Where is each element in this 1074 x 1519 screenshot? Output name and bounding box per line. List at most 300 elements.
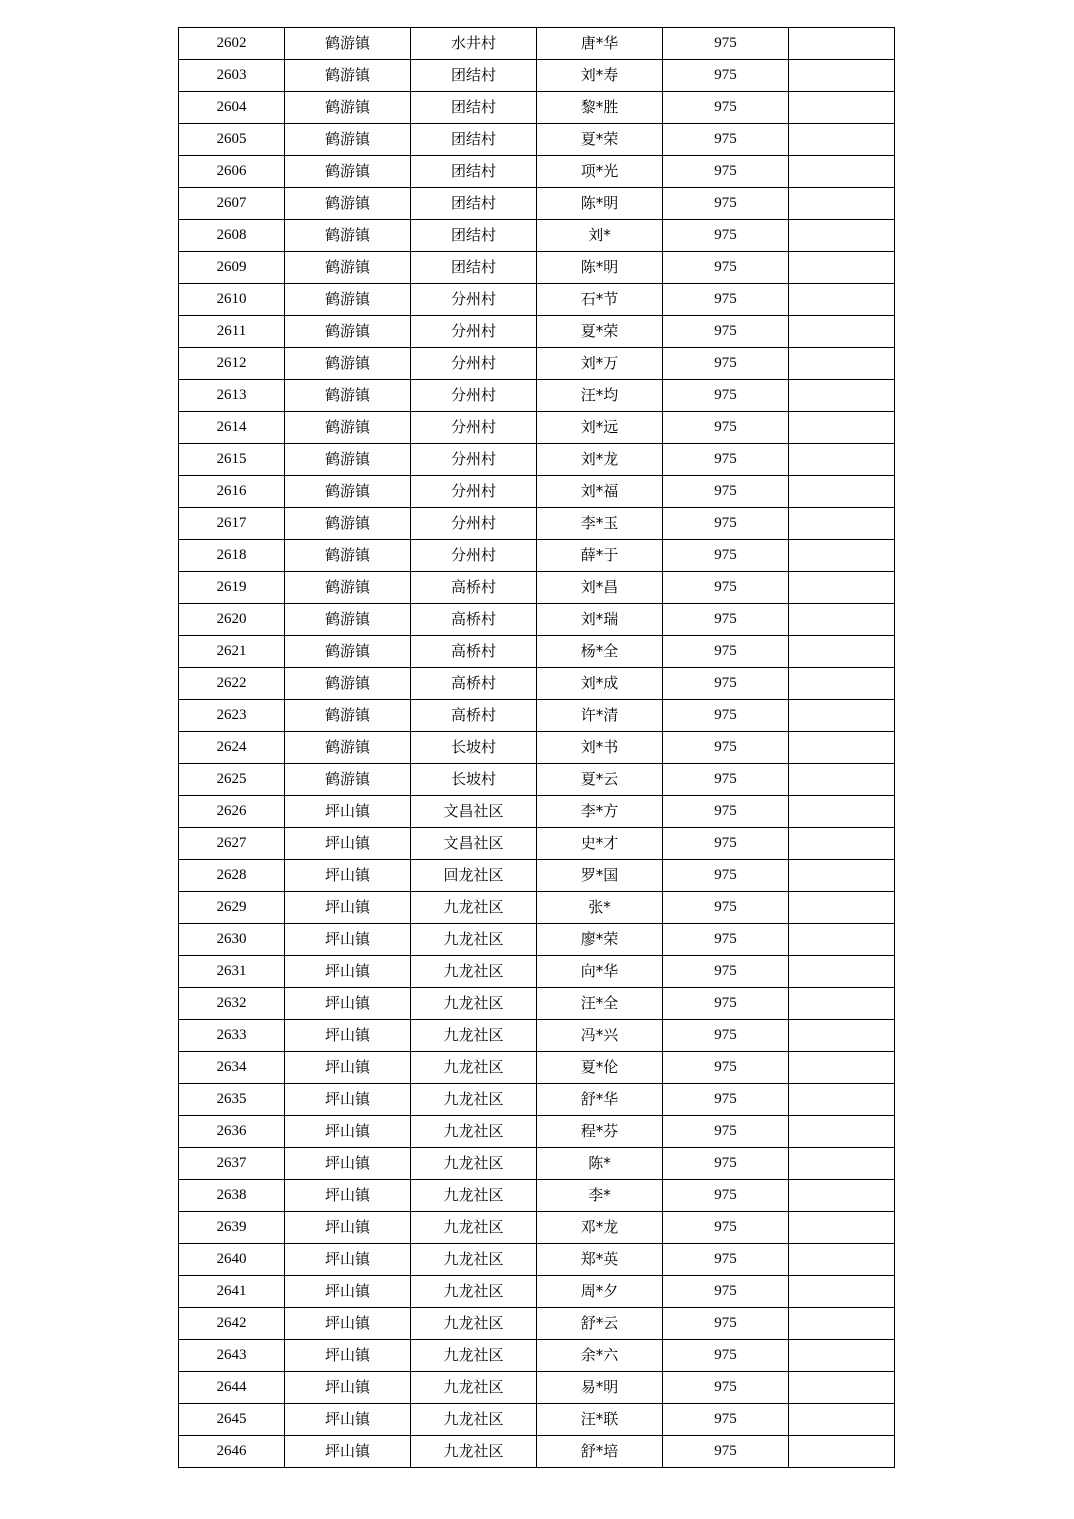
- village-cell: 团结村: [411, 156, 537, 188]
- amount-cell: 975: [663, 412, 789, 444]
- serial-number-cell: 2646: [179, 1436, 285, 1468]
- person-name-cell: 李*: [537, 1180, 663, 1212]
- amount-cell: 975: [663, 1308, 789, 1340]
- remark-cell: [789, 636, 895, 668]
- person-name-cell: 舒*培: [537, 1436, 663, 1468]
- remark-cell: [789, 700, 895, 732]
- village-cell: 九龙社区: [411, 1436, 537, 1468]
- village-cell: 回龙社区: [411, 860, 537, 892]
- person-name-cell: 舒*华: [537, 1084, 663, 1116]
- serial-number-cell: 2603: [179, 60, 285, 92]
- town-cell: 坪山镇: [285, 860, 411, 892]
- remark-cell: [789, 380, 895, 412]
- person-name-cell: 汪*联: [537, 1404, 663, 1436]
- serial-number-cell: 2645: [179, 1404, 285, 1436]
- serial-number-cell: 2608: [179, 220, 285, 252]
- town-cell: 坪山镇: [285, 1404, 411, 1436]
- remark-cell: [789, 1372, 895, 1404]
- table-row: [179, 540, 895, 572]
- village-cell: 九龙社区: [411, 956, 537, 988]
- village-cell: 分州村: [411, 476, 537, 508]
- remark-cell: [789, 348, 895, 380]
- remark-cell: [789, 828, 895, 860]
- town-cell: 鹤游镇: [285, 60, 411, 92]
- table-row: [179, 1052, 895, 1084]
- remark-cell: [789, 508, 895, 540]
- town-cell: 坪山镇: [285, 1084, 411, 1116]
- amount-cell: 975: [663, 1276, 789, 1308]
- village-cell: 高桥村: [411, 700, 537, 732]
- town-cell: 鹤游镇: [285, 156, 411, 188]
- amount-cell: 975: [663, 1148, 789, 1180]
- village-cell: 九龙社区: [411, 1084, 537, 1116]
- table-row: [179, 1276, 895, 1308]
- table-row: [179, 860, 895, 892]
- table-row: [179, 1244, 895, 1276]
- town-cell: 鹤游镇: [285, 604, 411, 636]
- person-name-cell: 李*玉: [537, 508, 663, 540]
- remark-cell: [789, 1276, 895, 1308]
- town-cell: 鹤游镇: [285, 380, 411, 412]
- village-cell: 长坡村: [411, 764, 537, 796]
- serial-number-cell: 2630: [179, 924, 285, 956]
- remark-cell: [789, 92, 895, 124]
- village-cell: 九龙社区: [411, 924, 537, 956]
- table-row: [179, 1340, 895, 1372]
- town-cell: 鹤游镇: [285, 412, 411, 444]
- person-name-cell: 余*六: [537, 1340, 663, 1372]
- village-cell: 文昌社区: [411, 796, 537, 828]
- amount-cell: 975: [663, 956, 789, 988]
- remark-cell: [789, 732, 895, 764]
- village-cell: 九龙社区: [411, 1244, 537, 1276]
- amount-cell: 975: [663, 156, 789, 188]
- town-cell: 鹤游镇: [285, 572, 411, 604]
- person-name-cell: 刘*远: [537, 412, 663, 444]
- remark-cell: [789, 476, 895, 508]
- town-cell: 坪山镇: [285, 1340, 411, 1372]
- table-row: [179, 1372, 895, 1404]
- person-name-cell: 许*清: [537, 700, 663, 732]
- serial-number-cell: 2635: [179, 1084, 285, 1116]
- village-cell: 九龙社区: [411, 1404, 537, 1436]
- amount-cell: 975: [663, 1372, 789, 1404]
- amount-cell: 975: [663, 1244, 789, 1276]
- village-cell: 文昌社区: [411, 828, 537, 860]
- person-name-cell: 刘*福: [537, 476, 663, 508]
- remark-cell: [789, 60, 895, 92]
- table-row: [179, 444, 895, 476]
- serial-number-cell: 2643: [179, 1340, 285, 1372]
- serial-number-cell: 2632: [179, 988, 285, 1020]
- village-cell: 分州村: [411, 508, 537, 540]
- serial-number-cell: 2614: [179, 412, 285, 444]
- person-name-cell: 廖*荣: [537, 924, 663, 956]
- table-row: [179, 1020, 895, 1052]
- remark-cell: [789, 28, 895, 60]
- village-cell: 团结村: [411, 60, 537, 92]
- remark-cell: [789, 1308, 895, 1340]
- table-row: [179, 892, 895, 924]
- town-cell: 坪山镇: [285, 1372, 411, 1404]
- serial-number-cell: 2609: [179, 252, 285, 284]
- village-cell: 九龙社区: [411, 1276, 537, 1308]
- serial-number-cell: 2615: [179, 444, 285, 476]
- person-name-cell: 刘*: [537, 220, 663, 252]
- amount-cell: 975: [663, 732, 789, 764]
- town-cell: 鹤游镇: [285, 668, 411, 700]
- town-cell: 坪山镇: [285, 988, 411, 1020]
- town-cell: 鹤游镇: [285, 124, 411, 156]
- serial-number-cell: 2639: [179, 1212, 285, 1244]
- person-name-cell: 向*华: [537, 956, 663, 988]
- serial-number-cell: 2616: [179, 476, 285, 508]
- table-row: [179, 124, 895, 156]
- town-cell: 鹤游镇: [285, 732, 411, 764]
- town-cell: 鹤游镇: [285, 28, 411, 60]
- person-name-cell: 刘*昌: [537, 572, 663, 604]
- serial-number-cell: 2637: [179, 1148, 285, 1180]
- table-row: [179, 188, 895, 220]
- table-row: [179, 156, 895, 188]
- village-cell: 长坡村: [411, 732, 537, 764]
- table-row: [179, 1116, 895, 1148]
- amount-cell: 975: [663, 60, 789, 92]
- remark-cell: [789, 924, 895, 956]
- serial-number-cell: 2606: [179, 156, 285, 188]
- roster-table-body: [179, 28, 895, 1468]
- table-row: [179, 1404, 895, 1436]
- serial-number-cell: 2625: [179, 764, 285, 796]
- serial-number-cell: 2641: [179, 1276, 285, 1308]
- town-cell: 鹤游镇: [285, 476, 411, 508]
- person-name-cell: 李*方: [537, 796, 663, 828]
- village-cell: 分州村: [411, 412, 537, 444]
- person-name-cell: 刘*瑞: [537, 604, 663, 636]
- person-name-cell: 周*夕: [537, 1276, 663, 1308]
- remark-cell: [789, 860, 895, 892]
- person-name-cell: 郑*英: [537, 1244, 663, 1276]
- village-cell: 高桥村: [411, 636, 537, 668]
- town-cell: 坪山镇: [285, 892, 411, 924]
- amount-cell: 975: [663, 636, 789, 668]
- village-cell: 团结村: [411, 92, 537, 124]
- person-name-cell: 刘*成: [537, 668, 663, 700]
- town-cell: 坪山镇: [285, 956, 411, 988]
- serial-number-cell: 2633: [179, 1020, 285, 1052]
- town-cell: 鹤游镇: [285, 700, 411, 732]
- town-cell: 鹤游镇: [285, 92, 411, 124]
- remark-cell: [789, 220, 895, 252]
- remark-cell: [789, 1180, 895, 1212]
- serial-number-cell: 2602: [179, 28, 285, 60]
- amount-cell: 975: [663, 572, 789, 604]
- amount-cell: 975: [663, 1052, 789, 1084]
- table-row: [179, 924, 895, 956]
- person-name-cell: 刘*万: [537, 348, 663, 380]
- serial-number-cell: 2611: [179, 316, 285, 348]
- amount-cell: 975: [663, 1020, 789, 1052]
- town-cell: 鹤游镇: [285, 316, 411, 348]
- serial-number-cell: 2605: [179, 124, 285, 156]
- table-row: [179, 92, 895, 124]
- village-cell: 团结村: [411, 124, 537, 156]
- village-cell: 水井村: [411, 28, 537, 60]
- remark-cell: [789, 540, 895, 572]
- serial-number-cell: 2631: [179, 956, 285, 988]
- person-name-cell: 张*: [537, 892, 663, 924]
- remark-cell: [789, 412, 895, 444]
- town-cell: 坪山镇: [285, 1276, 411, 1308]
- amount-cell: 975: [663, 700, 789, 732]
- amount-cell: 975: [663, 796, 789, 828]
- amount-cell: 975: [663, 988, 789, 1020]
- village-cell: 九龙社区: [411, 1340, 537, 1372]
- village-cell: 九龙社区: [411, 1052, 537, 1084]
- amount-cell: 975: [663, 28, 789, 60]
- table-row: [179, 956, 895, 988]
- remark-cell: [789, 188, 895, 220]
- village-cell: 九龙社区: [411, 1180, 537, 1212]
- village-cell: 分州村: [411, 284, 537, 316]
- village-cell: 团结村: [411, 188, 537, 220]
- serial-number-cell: 2629: [179, 892, 285, 924]
- amount-cell: 975: [663, 540, 789, 572]
- person-name-cell: 易*明: [537, 1372, 663, 1404]
- serial-number-cell: 2610: [179, 284, 285, 316]
- amount-cell: 975: [663, 1084, 789, 1116]
- village-cell: 高桥村: [411, 604, 537, 636]
- serial-number-cell: 2604: [179, 92, 285, 124]
- amount-cell: 975: [663, 124, 789, 156]
- person-name-cell: 唐*华: [537, 28, 663, 60]
- village-cell: 九龙社区: [411, 1148, 537, 1180]
- table-row: [179, 316, 895, 348]
- town-cell: 坪山镇: [285, 1212, 411, 1244]
- amount-cell: 975: [663, 1404, 789, 1436]
- town-cell: 坪山镇: [285, 1308, 411, 1340]
- person-name-cell: 杨*全: [537, 636, 663, 668]
- amount-cell: 975: [663, 668, 789, 700]
- village-cell: 团结村: [411, 220, 537, 252]
- table-row: [179, 700, 895, 732]
- town-cell: 鹤游镇: [285, 348, 411, 380]
- serial-number-cell: 2620: [179, 604, 285, 636]
- town-cell: 鹤游镇: [285, 508, 411, 540]
- remark-cell: [789, 572, 895, 604]
- village-cell: 九龙社区: [411, 1116, 537, 1148]
- person-name-cell: 罗*国: [537, 860, 663, 892]
- serial-number-cell: 2613: [179, 380, 285, 412]
- person-name-cell: 陈*明: [537, 188, 663, 220]
- town-cell: 坪山镇: [285, 1180, 411, 1212]
- table-row: [179, 604, 895, 636]
- serial-number-cell: 2623: [179, 700, 285, 732]
- town-cell: 坪山镇: [285, 1148, 411, 1180]
- town-cell: 鹤游镇: [285, 444, 411, 476]
- serial-number-cell: 2607: [179, 188, 285, 220]
- table-row: [179, 380, 895, 412]
- village-cell: 九龙社区: [411, 1372, 537, 1404]
- person-name-cell: 史*才: [537, 828, 663, 860]
- town-cell: 鹤游镇: [285, 284, 411, 316]
- serial-number-cell: 2621: [179, 636, 285, 668]
- town-cell: 坪山镇: [285, 1020, 411, 1052]
- person-name-cell: 夏*荣: [537, 124, 663, 156]
- village-cell: 分州村: [411, 316, 537, 348]
- town-cell: 坪山镇: [285, 924, 411, 956]
- person-name-cell: 邓*龙: [537, 1212, 663, 1244]
- person-name-cell: 黎*胜: [537, 92, 663, 124]
- amount-cell: 975: [663, 348, 789, 380]
- remark-cell: [789, 1436, 895, 1468]
- remark-cell: [789, 1404, 895, 1436]
- table-row: [179, 220, 895, 252]
- table-row: [179, 572, 895, 604]
- town-cell: 鹤游镇: [285, 220, 411, 252]
- town-cell: 坪山镇: [285, 1052, 411, 1084]
- table-row: [179, 796, 895, 828]
- remark-cell: [789, 124, 895, 156]
- serial-number-cell: 2628: [179, 860, 285, 892]
- town-cell: 坪山镇: [285, 796, 411, 828]
- person-name-cell: 刘*书: [537, 732, 663, 764]
- table-row: [179, 668, 895, 700]
- table-row: [179, 636, 895, 668]
- town-cell: 坪山镇: [285, 1436, 411, 1468]
- amount-cell: 975: [663, 508, 789, 540]
- amount-cell: 975: [663, 476, 789, 508]
- town-cell: 鹤游镇: [285, 540, 411, 572]
- amount-cell: 975: [663, 1180, 789, 1212]
- remark-cell: [789, 1212, 895, 1244]
- table-row: [179, 412, 895, 444]
- table-row: [179, 252, 895, 284]
- serial-number-cell: 2624: [179, 732, 285, 764]
- village-cell: 高桥村: [411, 668, 537, 700]
- remark-cell: [789, 892, 895, 924]
- table-row: [179, 764, 895, 796]
- amount-cell: 975: [663, 188, 789, 220]
- remark-cell: [789, 1020, 895, 1052]
- remark-cell: [789, 764, 895, 796]
- remark-cell: [789, 1052, 895, 1084]
- amount-cell: 975: [663, 1340, 789, 1372]
- table-row: [179, 60, 895, 92]
- person-name-cell: 舒*云: [537, 1308, 663, 1340]
- serial-number-cell: 2626: [179, 796, 285, 828]
- table-row: [179, 988, 895, 1020]
- table-row: [179, 1436, 895, 1468]
- amount-cell: 975: [663, 92, 789, 124]
- remark-cell: [789, 1084, 895, 1116]
- person-name-cell: 冯*兴: [537, 1020, 663, 1052]
- person-name-cell: 夏*云: [537, 764, 663, 796]
- village-cell: 分州村: [411, 540, 537, 572]
- table-row: [179, 1084, 895, 1116]
- person-name-cell: 薛*于: [537, 540, 663, 572]
- amount-cell: 975: [663, 220, 789, 252]
- town-cell: 坪山镇: [285, 1244, 411, 1276]
- table-row: [179, 1148, 895, 1180]
- remark-cell: [789, 316, 895, 348]
- remark-cell: [789, 1116, 895, 1148]
- table-row: [179, 508, 895, 540]
- serial-number-cell: 2636: [179, 1116, 285, 1148]
- amount-cell: 975: [663, 316, 789, 348]
- remark-cell: [789, 604, 895, 636]
- person-name-cell: 刘*龙: [537, 444, 663, 476]
- serial-number-cell: 2619: [179, 572, 285, 604]
- town-cell: 坪山镇: [285, 828, 411, 860]
- amount-cell: 975: [663, 252, 789, 284]
- remark-cell: [789, 1148, 895, 1180]
- amount-cell: 975: [663, 924, 789, 956]
- serial-number-cell: 2642: [179, 1308, 285, 1340]
- table-row: [179, 1308, 895, 1340]
- serial-number-cell: 2622: [179, 668, 285, 700]
- remark-cell: [789, 1244, 895, 1276]
- remark-cell: [789, 796, 895, 828]
- person-name-cell: 汪*均: [537, 380, 663, 412]
- person-name-cell: 刘*寿: [537, 60, 663, 92]
- amount-cell: 975: [663, 1212, 789, 1244]
- town-cell: 鹤游镇: [285, 636, 411, 668]
- serial-number-cell: 2638: [179, 1180, 285, 1212]
- person-name-cell: 夏*伦: [537, 1052, 663, 1084]
- table-row: [179, 284, 895, 316]
- amount-cell: 975: [663, 892, 789, 924]
- amount-cell: 975: [663, 380, 789, 412]
- serial-number-cell: 2618: [179, 540, 285, 572]
- remark-cell: [789, 956, 895, 988]
- village-cell: 团结村: [411, 252, 537, 284]
- table-row: [179, 732, 895, 764]
- town-cell: 鹤游镇: [285, 188, 411, 220]
- table-row: [179, 476, 895, 508]
- village-cell: 分州村: [411, 348, 537, 380]
- village-cell: 高桥村: [411, 572, 537, 604]
- remark-cell: [789, 444, 895, 476]
- amount-cell: 975: [663, 1436, 789, 1468]
- remark-cell: [789, 284, 895, 316]
- table-row: [179, 1180, 895, 1212]
- serial-number-cell: 2612: [179, 348, 285, 380]
- town-cell: 鹤游镇: [285, 764, 411, 796]
- town-cell: 坪山镇: [285, 1116, 411, 1148]
- amount-cell: 975: [663, 604, 789, 636]
- table-row: [179, 28, 895, 60]
- person-name-cell: 石*节: [537, 284, 663, 316]
- village-cell: 九龙社区: [411, 892, 537, 924]
- village-cell: 分州村: [411, 380, 537, 412]
- roster-table: [178, 27, 895, 1468]
- remark-cell: [789, 1340, 895, 1372]
- table-row: [179, 1212, 895, 1244]
- person-name-cell: 项*光: [537, 156, 663, 188]
- serial-number-cell: 2644: [179, 1372, 285, 1404]
- village-cell: 九龙社区: [411, 1212, 537, 1244]
- village-cell: 九龙社区: [411, 1308, 537, 1340]
- person-name-cell: 陈*明: [537, 252, 663, 284]
- amount-cell: 975: [663, 764, 789, 796]
- village-cell: 九龙社区: [411, 988, 537, 1020]
- person-name-cell: 汪*全: [537, 988, 663, 1020]
- amount-cell: 975: [663, 444, 789, 476]
- remark-cell: [789, 156, 895, 188]
- serial-number-cell: 2617: [179, 508, 285, 540]
- serial-number-cell: 2634: [179, 1052, 285, 1084]
